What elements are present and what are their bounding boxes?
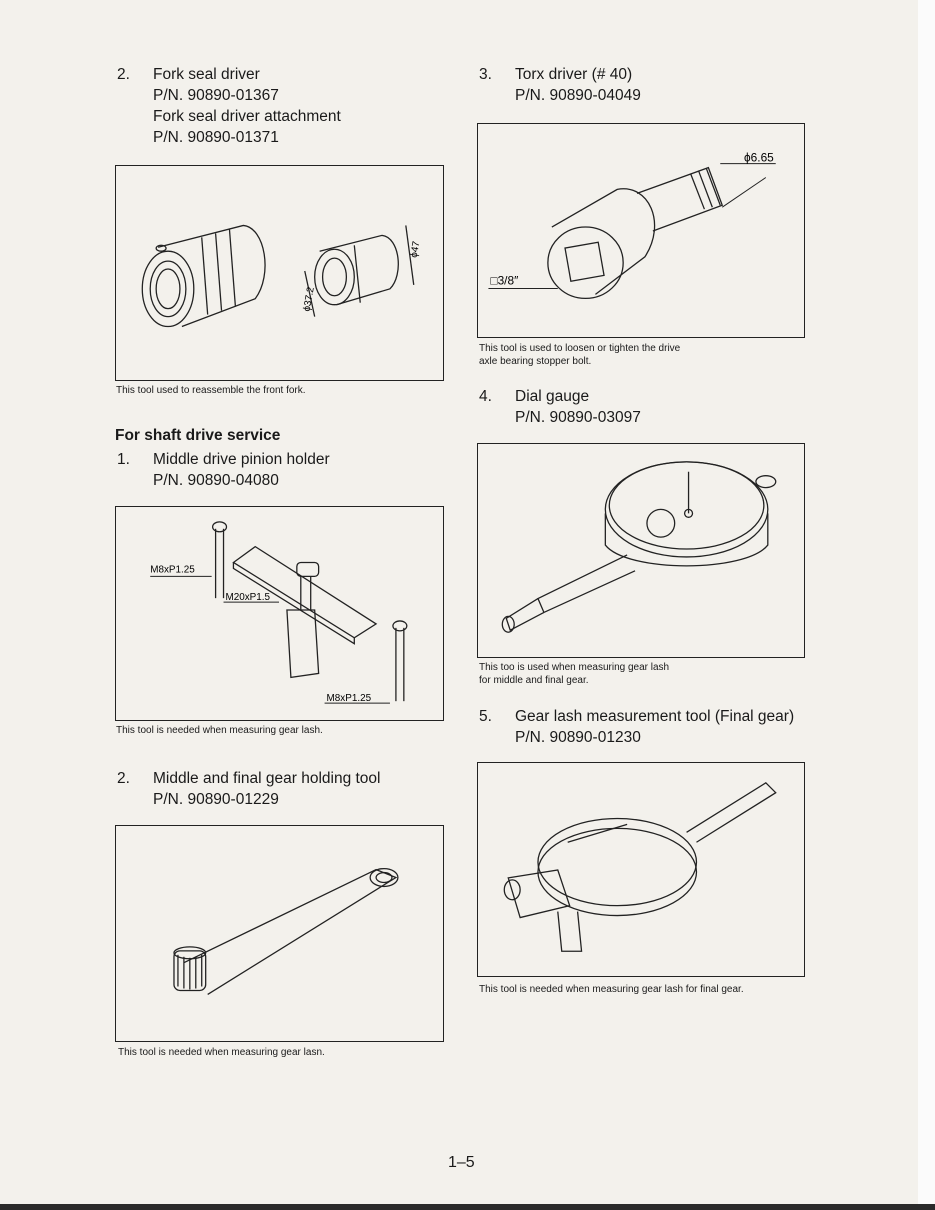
gear-holding-name: Middle and final gear holding tool [153,770,381,787]
fork-seal-illustration [115,165,444,381]
gear-holding-caption: This tool is needed when measuring gear lasn. [118,1047,325,1058]
section-title: For shaft drive service [115,427,281,444]
page-edge [918,0,935,1210]
dial-gauge-illustration [477,443,805,658]
fork-seal-driver-drawing [116,166,443,380]
fork-seal-dim2: ϕ47 [408,240,423,259]
dial-gauge-caption-1: This too is used when measuring gear lash [479,662,670,673]
gear-lash-illustration [477,762,805,977]
pinion-label-b: M20xP1.5 [225,592,271,604]
pinion-label-c: M8xP1.25 [326,693,372,705]
dial-gauge-drawing [478,444,804,657]
pinion-holder-drawing [116,507,443,720]
fork-seal-attachment-name: Fork seal driver attachment [153,108,341,125]
gear-holding-drawing [116,826,443,1041]
fork-seal-name: Fork seal driver [153,66,260,83]
fork-seal-dim1: ϕ37.2 [301,286,317,313]
gear-lash-name: Gear lash measurement tool (Final gear) [515,708,795,725]
pinion-holder-caption: This tool is needed when measuring gear lash. [116,725,323,736]
torx-name: Torx driver (# 40) [515,66,633,83]
pinion-holder-illustration [115,506,444,721]
gear-lash-drawing [478,763,804,976]
page-bottom-edge [0,1204,935,1210]
pinion-holder-pn: P/N. 90890-04080 [153,472,279,489]
fork-seal-attachment-pn: P/N. 90890-01371 [153,129,279,146]
dial-gauge-name: Dial gauge [515,388,590,405]
pinion-holder-name: Middle drive pinion holder [153,451,330,468]
torx-dim1: ϕ6.65 [744,150,774,165]
torx-pn: P/N. 90890-04049 [515,87,641,104]
torx-illustration [477,123,805,338]
torx-dim2: □3/8″ [490,273,519,288]
torx-caption-1: This tool is used to loosen or tighten the drive [479,343,681,354]
torx-driver-drawing [478,124,804,337]
page-number: 1–5 [448,1154,475,1171]
pinion-label-a: M8xP1.25 [150,564,195,576]
gear-lash-caption: This tool is needed when measuring gear lash for final gear. [479,984,744,995]
fork-seal-caption: This tool used to reassemble the front fork. [116,385,306,396]
dial-gauge-pn: P/N. 90890-03097 [515,409,641,426]
fork-seal-pn: P/N. 90890-01367 [153,87,279,104]
gear-holding-pn: P/N. 90890-01229 [153,791,279,808]
dial-gauge-caption-2: for middle and final gear. [479,675,589,686]
gear-holding-illustration [115,825,444,1042]
torx-caption-2: axle bearing stopper bolt. [479,356,592,367]
gear-lash-pn: P/N. 90890-01230 [515,729,641,746]
